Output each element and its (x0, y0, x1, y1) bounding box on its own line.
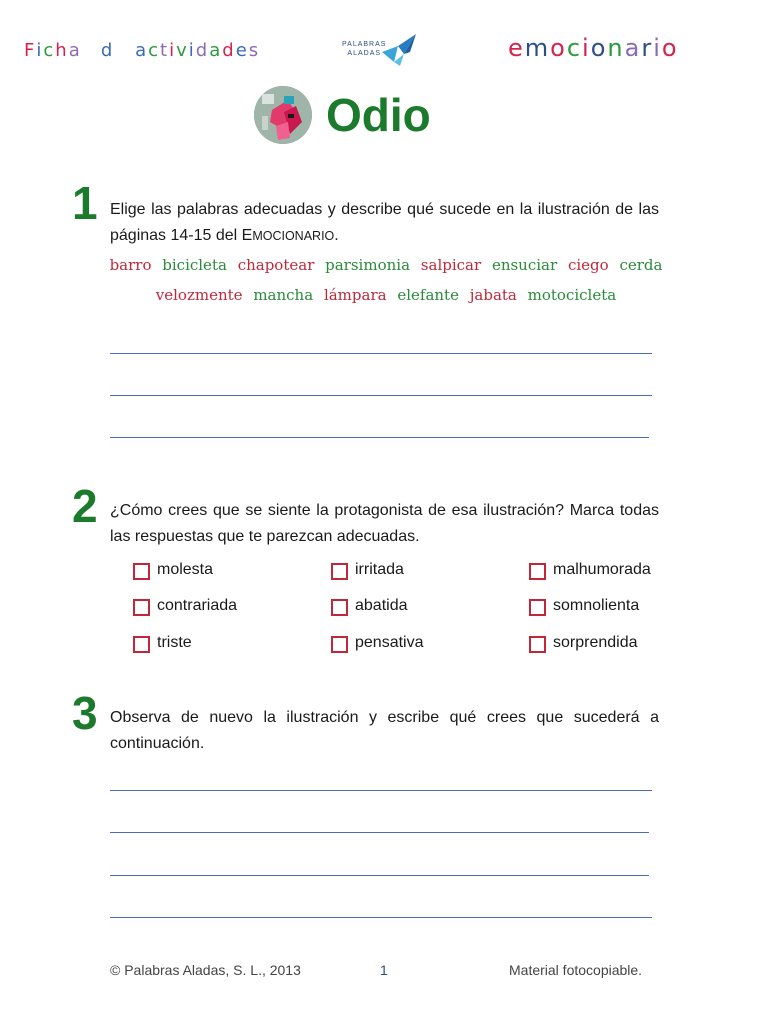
word-bank-word: elefante (397, 286, 459, 304)
series-title-letter: a (135, 40, 149, 61)
brand-letter: o (661, 34, 679, 62)
checkbox[interactable] (133, 563, 150, 580)
series-title-letter: t (160, 40, 170, 61)
page-title: Odio (326, 89, 431, 141)
checkbox[interactable] (529, 636, 546, 653)
series-title-letter: d (222, 40, 236, 61)
series-title-letter: c (148, 40, 161, 61)
word-bank-word: cerda (619, 256, 663, 274)
series-title-letter: a (209, 40, 223, 61)
brand-letter: m (524, 34, 551, 62)
word-bank-word: chapotear (237, 256, 315, 274)
answer-line[interactable] (110, 875, 649, 876)
brand-letter: a (624, 34, 642, 62)
series-title-letter: e (235, 40, 249, 61)
answer-line[interactable] (110, 353, 652, 354)
publisher-name-line1: PALABRAS (342, 41, 387, 48)
series-title-letter: s (81, 40, 94, 61)
series-title-letter: a (68, 40, 82, 61)
publisher-logo (338, 32, 422, 72)
answer-line[interactable] (110, 917, 652, 918)
word-bank-row-2 (96, 280, 676, 310)
checkbox[interactable] (133, 599, 150, 616)
brand-logo (508, 34, 679, 62)
word-bank-word: barro (109, 256, 152, 274)
brand-letter: r (641, 34, 654, 62)
word-bank-word: lámpara (323, 286, 387, 304)
series-title-letter: e (114, 40, 128, 61)
worksheet-series-title (24, 40, 260, 61)
checkbox[interactable] (529, 563, 546, 580)
series-title-letter: c (43, 40, 56, 61)
brand-letter: o (550, 34, 567, 62)
answer-line[interactable] (110, 395, 652, 396)
checkbox[interactable] (331, 563, 348, 580)
page-number: 1 (380, 962, 388, 978)
word-bank-word: mancha (253, 286, 314, 304)
series-title-letter (93, 40, 101, 61)
section-number-2: 2 (72, 480, 98, 532)
copyright-notice: © Palabras Aladas, S. L., 2013 (110, 962, 301, 978)
series-title-letter: v (176, 40, 189, 61)
emotion-illustration-icon (254, 86, 312, 144)
section-number-1: 1 (72, 177, 98, 229)
brand-letter: i (653, 34, 662, 62)
series-title-letter: i (36, 40, 44, 61)
word-bank-word: motocicleta (527, 286, 617, 304)
series-title-letter: i (188, 40, 196, 61)
series-title-letter: F (24, 40, 37, 61)
series-title-letter: d (195, 40, 210, 61)
series-title-letter (127, 40, 135, 61)
checkbox[interactable] (331, 636, 348, 653)
brand-letter: e (508, 34, 525, 62)
word-bank-word: salpicar (420, 256, 482, 274)
series-title-letter: i (169, 40, 177, 61)
word-bank-word: jabata (469, 286, 517, 304)
title-row (254, 84, 514, 146)
checkbox[interactable] (133, 636, 150, 653)
series-title-letter: s (248, 40, 261, 61)
series-title-letter: d (100, 40, 115, 61)
section-1-instructions: Elige las palabras adecuadas y describe qué sucede en la ilustración de las páginas 14-15 del EMOCIONARIO. (110, 201, 659, 244)
series-title-letter: h (55, 40, 69, 61)
checkbox[interactable] (529, 599, 546, 616)
answer-line[interactable] (110, 437, 649, 438)
answer-line[interactable] (110, 832, 649, 833)
photocopy-note: Material fotocopiable. (509, 962, 643, 978)
word-bank-word: parsimonia (325, 256, 411, 274)
section-number-3: 3 (72, 687, 98, 739)
bird-icon (380, 32, 420, 68)
section-3-instructions: Observa de nuevo la ilustración y escribe qué crees que sucederá a continuación. (110, 709, 659, 752)
brand-letter: i (582, 34, 591, 62)
page-header (0, 30, 768, 74)
word-bank-word: velozmente (155, 286, 243, 304)
word-bank-word: ciego (567, 256, 609, 274)
checkbox[interactable] (331, 599, 348, 616)
section-2-instructions: ¿Cómo crees que se siente la protagonista de esa ilustración? Marca todas las respuestas que te parezcan adecuadas. (110, 502, 659, 545)
brand-letter: o (590, 34, 608, 62)
word-bank-word: ensuciar (491, 256, 558, 274)
word-bank-row-1 (96, 250, 676, 280)
book-title: MOCIONARIO (252, 229, 335, 243)
word-bank-word: bicicleta (162, 256, 227, 274)
publisher-name-line2: ALADAS (347, 50, 382, 57)
brand-letter: n (607, 34, 625, 62)
answer-line[interactable] (110, 790, 652, 791)
brand-letter: c (566, 34, 583, 62)
